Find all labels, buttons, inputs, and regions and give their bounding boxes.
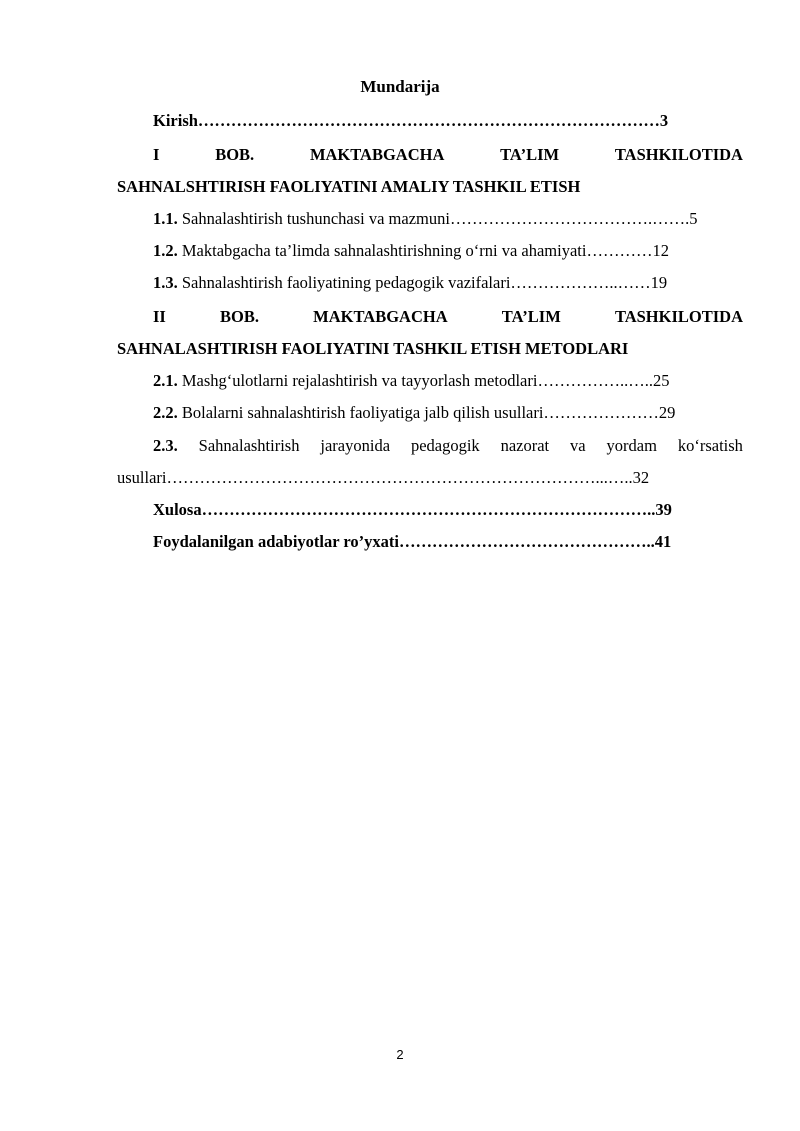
toc-entry-1-3[interactable] [153,273,667,293]
toc-chapter-2-word: TASHKILOTIDA [614,307,743,326]
toc-entry-word: yordam [606,436,657,455]
toc-entry-word: va [570,436,586,455]
toc-entry-2-2[interactable] [153,403,675,423]
toc-entry-word: ko‘rsatish [677,436,743,455]
toc-entry-number: 1.1. [153,209,178,228]
toc-entry-word: nazorat [500,436,550,455]
toc-entry-number: 2.3. [153,436,178,455]
toc-chapter-2-line1[interactable] [153,307,743,327]
toc-entry-conclusion[interactable]: Xulosa………………………………………………………………………..39 [153,500,672,519]
toc-chapter-2-word: BOB. [220,307,259,326]
toc-chapter-2-word: MAKTABGACHA [313,307,448,326]
page-title: Mundarija [360,77,440,96]
toc-chapter-2-line2[interactable]: SAHNALASHTIRISH FAOLIYATINI TASHKIL ETISH METODLARI [117,339,629,358]
toc-entry-number: 2.1. [153,371,178,390]
toc-entry-references[interactable]: Foydalanilgan adabiyotlar ro’yxati………………………………………..41 [153,532,672,551]
toc-entry-word: pedagogik [410,436,480,455]
toc-entry-number: 1.3. [153,273,178,292]
toc-chapter-1-line1[interactable] [153,145,743,165]
toc-entry-1-1[interactable] [153,209,697,229]
toc-chapter-1-word: TASHKILOTIDA [614,145,743,164]
toc-chapter-1-word: I [153,145,160,164]
toc-chapter-1-word: TA’LIM [500,145,560,164]
toc-entry-2-1[interactable] [153,371,669,391]
toc-chapter-2-word: TA’LIM [501,307,561,326]
toc-chapter-1-word: BOB. [215,145,255,164]
toc-entry-text: Maktabgacha ta’limda sahnalashtirishning o‘rni va ahamiyati…………12 [177,241,669,260]
toc-chapter-1-word: MAKTABGACHA [309,145,445,164]
toc-chapter-2-word: II [153,307,166,326]
toc-entry-word: jarayonida [320,436,391,455]
toc-entry-text: Sahnalashtirish faoliyatining pedagogik vazifalari………………..……19 [177,273,668,292]
toc-entry-word: Sahnalashtirish [198,436,300,455]
toc-entry-text: Sahnalashtirish tushunchasi va mazmuni……………………………….…….5 [177,209,698,228]
page-number: 2 [396,1047,404,1062]
toc-entry-text: Bolalarni sahnalashtirish faoliyatiga jalb qilish usullari…………………29 [177,403,676,422]
toc-entry-intro[interactable]: Kirish…………………………………………………………………………3 [153,111,669,130]
toc-entry-number: 2.2. [153,403,178,422]
toc-entry-2-3-line2[interactable]: usullari……………………………………………………………………...…..32 [117,468,650,487]
toc-entry-number: 1.2. [153,241,178,260]
toc-entry-2-3-line1[interactable] [153,436,743,456]
toc-entry-1-2[interactable] [153,241,669,261]
toc-entry-text: Mashg‘ulotlarni rejalashtirish va tayyorlash metodlari……………..…..25 [177,371,670,390]
toc-chapter-1-line2[interactable]: SAHNALSHTIRISH FAOLIYATINI AMALIY TASHKIL ETISH [117,177,581,196]
